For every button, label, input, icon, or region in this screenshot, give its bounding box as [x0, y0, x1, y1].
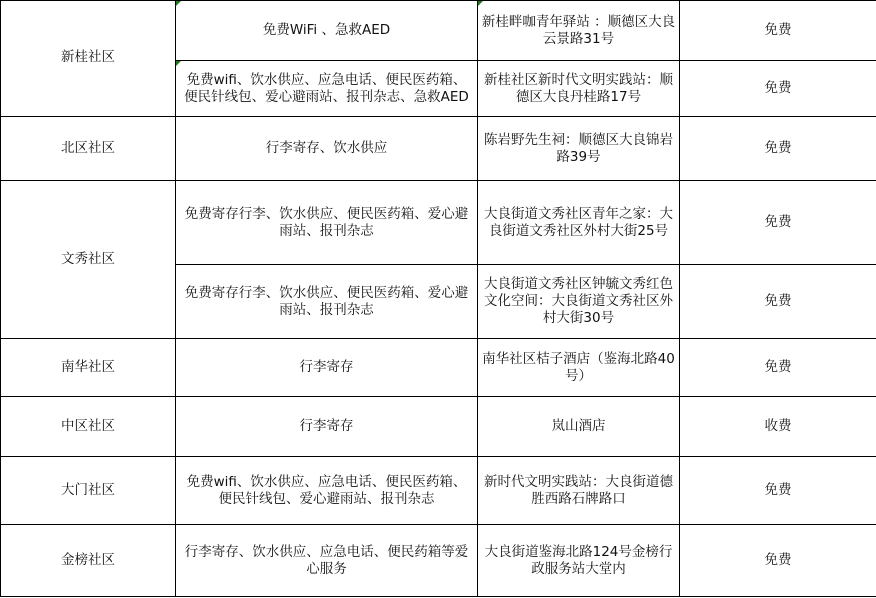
service-cell: 免费寄存行李、饮水供应、便民医药箱、爱心避雨站、报刊杂志: [176, 265, 478, 339]
service-cell: 免费WiFi 、急救AED: [176, 1, 478, 61]
location-cell: 新时代文明实践站：大良街道德胜西路石牌路口: [478, 457, 680, 525]
service-cell: 行李寄存、饮水供应: [176, 117, 478, 181]
fee-cell: 免费: [680, 457, 876, 525]
location-cell: 大良街道文秀社区钟毓文秀红色文化空间：大良街道文秀社区外村大街30号: [478, 265, 680, 339]
fee-cell: 免费: [680, 265, 876, 339]
location-cell: 陈岩野先生祠：顺德区大良锦岩路39号: [478, 117, 680, 181]
table-row: [1, 1, 876, 61]
service-cell: 行李寄存: [176, 339, 478, 397]
fee-cell: 免费: [680, 61, 876, 117]
fee-cell: 免费: [680, 1, 876, 61]
community-cell: 中区社区: [1, 397, 176, 457]
fee-cell: 免费: [680, 181, 876, 265]
community-cell: 大门社区: [1, 457, 176, 525]
table-row: [1, 457, 876, 525]
community-cell: 南华社区: [1, 339, 176, 397]
fee-cell: 免费: [680, 339, 876, 397]
community-cell: 文秀社区: [1, 181, 176, 339]
location-cell: 大良街道鉴海北路124号金榜行政服务站大堂内: [478, 525, 680, 597]
service-cell: 行李寄存、饮水供应、应急电话、便民药箱等爱心服务: [176, 525, 478, 597]
service-cell: 免费寄存行李、饮水供应、便民医药箱、爱心避雨站、报刊杂志: [176, 181, 478, 265]
table-row: [1, 525, 876, 597]
service-cell: 免费wifi、饮水供应、应急电话、便民医药箱、便民针线包、爱心避雨站、报刊杂志、急救AED: [176, 61, 478, 117]
location-cell: 大良街道文秀社区青年之家：大良街道文秀社区外村大街25号: [478, 181, 680, 265]
community-cell: 金榜社区: [1, 525, 176, 597]
fee-cell: 免费: [680, 117, 876, 181]
service-cell: 行李寄存: [176, 397, 478, 457]
table-row: [1, 117, 876, 181]
location-cell: 南华社区桔子酒店（鉴海北路40号）: [478, 339, 680, 397]
fee-cell: 收费: [680, 397, 876, 457]
table-row: [1, 181, 876, 265]
community-cell: 新桂社区: [1, 0, 176, 116]
location-cell: 新桂社区新时代文明实践站：顺德区大良丹桂路17号: [478, 61, 680, 117]
community-cell: 北区社区: [1, 117, 176, 181]
service-cell: 免费wifi、饮水供应、应急电话、便民医药箱、便民针线包、爱心避雨站、报刊杂志: [176, 457, 478, 525]
fee-cell: 免费: [680, 525, 876, 597]
table-row: [1, 397, 876, 457]
location-cell: 岚山酒店: [478, 397, 680, 457]
location-cell: 新桂畔咖青年驿站 ：顺德区大良云景路31号: [478, 1, 680, 61]
table-row: [1, 339, 876, 397]
